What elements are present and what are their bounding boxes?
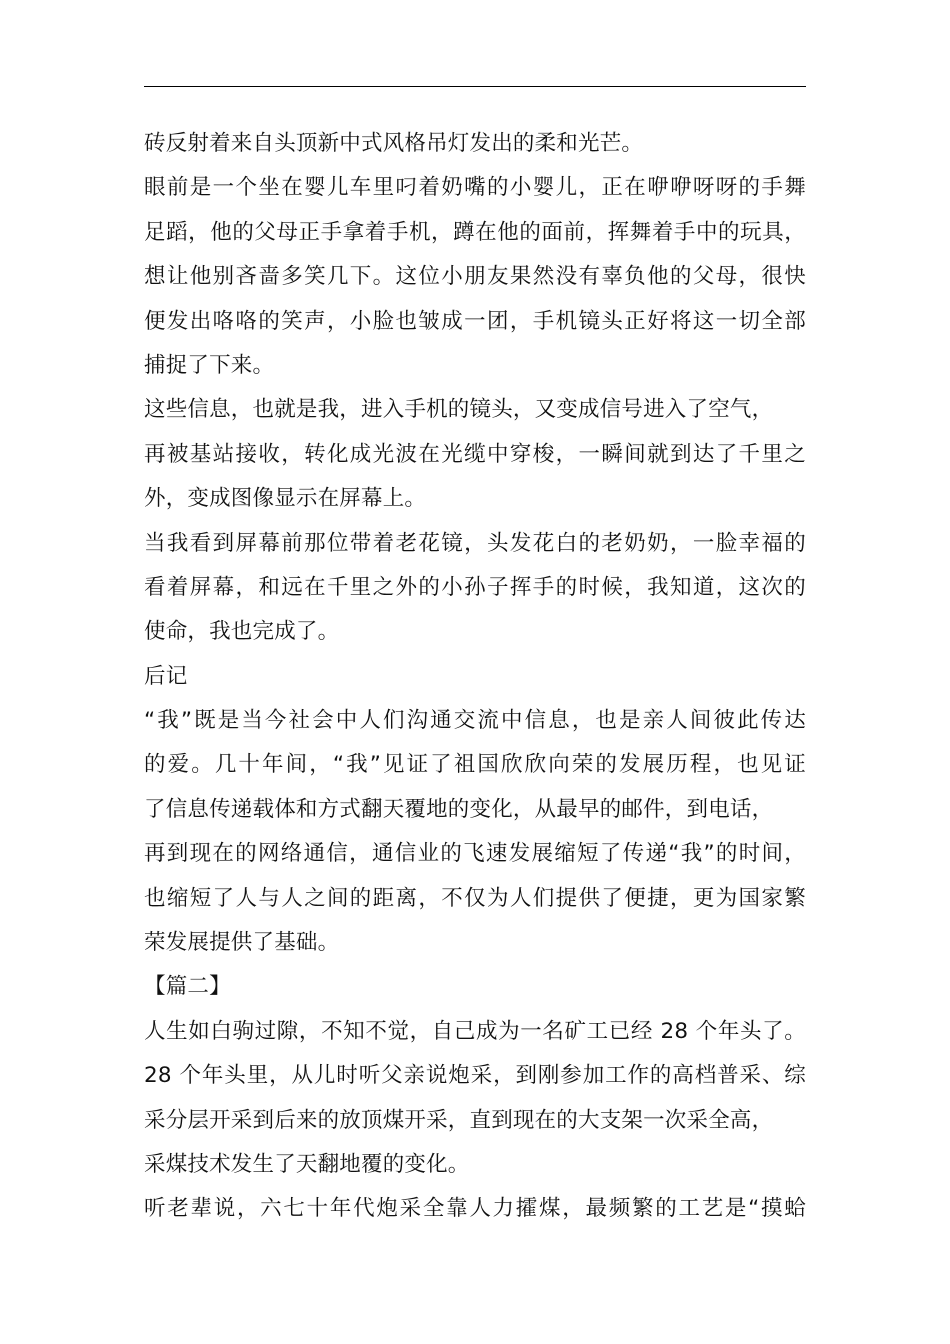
text-line: 这些信息，也就是我，进入手机的镜头，又变成信号进入了空气， <box>144 397 774 423</box>
text-line: 当我看到屏幕前那位带着老花镜，头发花白的老奶奶，一脸幸福的 <box>144 530 806 556</box>
text-line: 便发出咯咯的笑声，小脸也皱成一团，手机镜头正好将这一切全部 <box>144 308 806 334</box>
text-line: 了信息传递载体和方式翻天覆地的变化，从最早的邮件，到电话， <box>144 796 774 822</box>
text-line: 想让他别吝啬多笑几下。这位小朋友果然没有辜负他的父母，很快 <box>144 264 806 290</box>
text-line: “我”既是当今社会中人们沟通交流中信息，也是亲人间彼此传达 <box>144 708 806 734</box>
text-line: 采分层开采到后来的放顶煤开采，直到现在的大支架一次采全高， <box>144 1107 774 1133</box>
header-rule <box>144 86 806 87</box>
text-line: 足蹈，他的父母正手拿着手机，蹲在他的面前，挥舞着手中的玩具， <box>144 219 806 245</box>
text-line: 捕捉了下来。 <box>144 352 275 378</box>
text-line: 听老辈说，六七十年代炮采全靠人力攉煤，最频繁的工艺是“摸蛤 <box>144 1196 806 1222</box>
text-line: 人生如白驹过隙，不知不觉，自己成为一名矿工已经 28 个年头了。 <box>144 1018 806 1044</box>
text-line: 看着屏幕，和远在千里之外的小孙子挥手的时候，我知道，这次的 <box>144 574 806 600</box>
text-line: 也缩短了人与人之间的距离，不仅为人们提供了便捷，更为国家繁 <box>144 885 806 911</box>
text-line: 荣发展提供了基础。 <box>144 930 340 956</box>
text-line: 采煤技术发生了天翻地覆的变化。 <box>144 1151 470 1177</box>
text-line: 【篇二】 <box>144 974 231 1000</box>
text-line: 再到现在的网络通信，通信业的飞速发展缩短了传递“我”的时间， <box>144 841 806 867</box>
text-line: 使命，我也完成了。 <box>144 619 340 645</box>
text-line: 后记 <box>144 663 188 689</box>
text-line: 外，变成图像显示在屏幕上。 <box>144 486 427 512</box>
text-line: 眼前是一个坐在婴儿车里叼着奶嘴的小婴儿，正在咿咿呀呀的手舞 <box>144 175 806 201</box>
body-text <box>144 122 806 1232</box>
text-line: 的爱。几十年间，“我”见证了祖国欣欣向荣的发展历程，也见证 <box>144 752 806 778</box>
text-line: 再被基站接收，转化成光波在光缆中穿梭，一瞬间就到达了千里之 <box>144 441 806 467</box>
text-line: 砖反射着来自头顶新中式风格吊灯发出的柔和光芒。 <box>144 131 644 156</box>
text-line: 28 个年头里，从儿时听父亲说炮采，到刚参加工作的高档普采、综 <box>144 1063 806 1089</box>
